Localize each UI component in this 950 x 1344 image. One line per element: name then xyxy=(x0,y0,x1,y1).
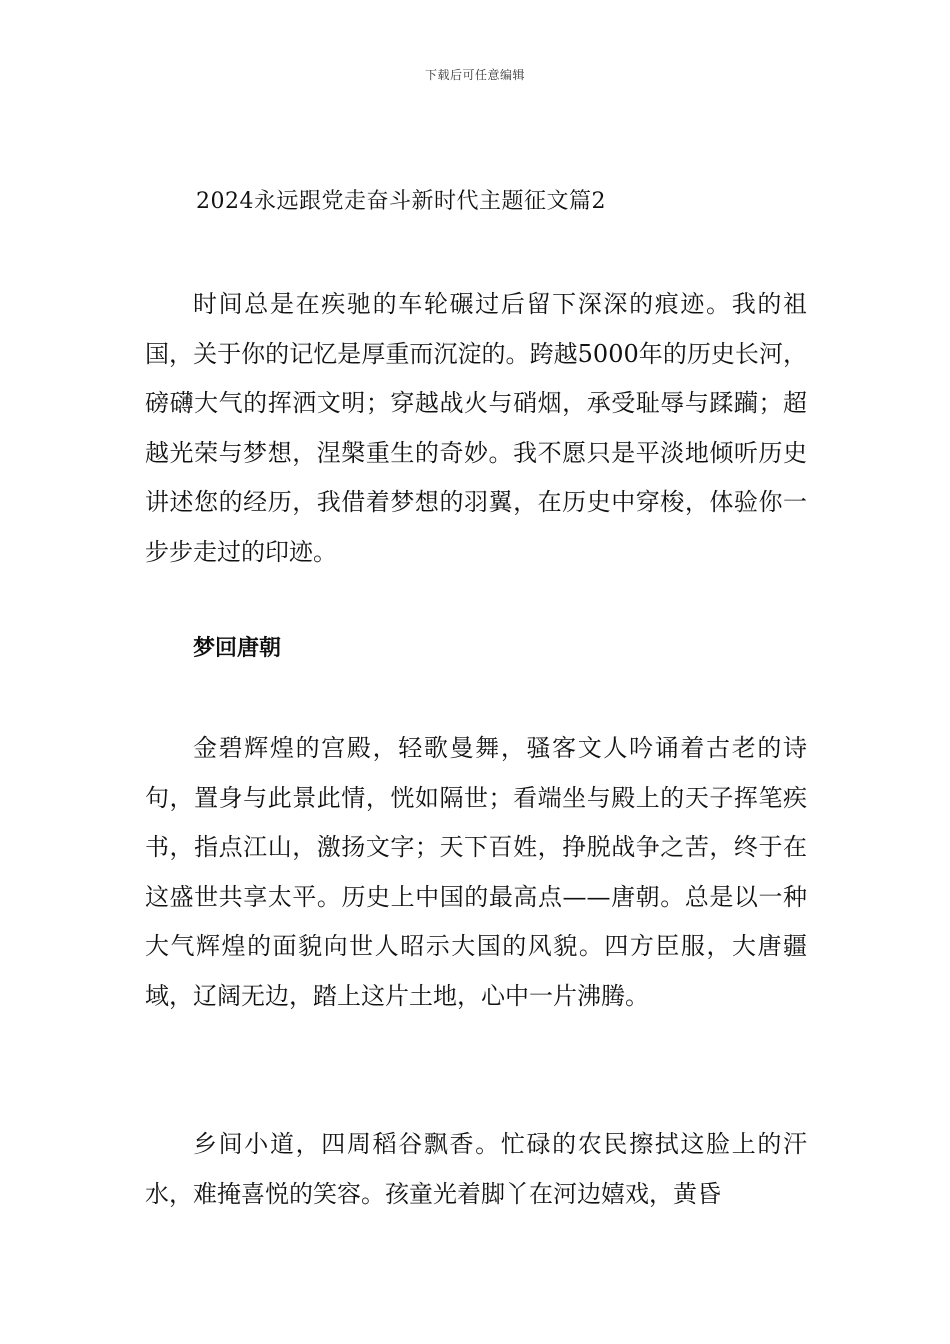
section-heading: 梦回唐朝 xyxy=(193,635,282,661)
paragraph-tang-palace: 金碧辉煌的宫殿，轻歌曼舞，骚客文人吟诵着古老的诗句，置身与此景此情，恍如隔世；看端坐与殿上的天子挥笔疾书，指点江山，激扬文字；天下百姓，挣脱战争之苦，终于在这盛世共享太平。历史上中国的最高点——唐朝。总是以一种大气辉煌的面貌向世人昭示大国的风貌。四方臣服，大唐疆域，辽阔无边，踏上这片土地，心中一片沸腾。 xyxy=(145,734,807,1010)
document-title: 2024永远跟党走奋斗新时代主题征文篇2 xyxy=(196,189,606,214)
paragraph-intro: 时间总是在疾驰的车轮碾过后留下深深的痕迹。我的祖国，关于你的记忆是厚重而沉淀的。跨越5000年的历史长河，磅礴大气的挥洒文明；穿越战火与硝烟，承受耻辱与蹂躏；超越光荣与梦想，涅槃重生的奇妙。我不愿只是平淡地倾听历史讲述您的经历，我借着梦想的羽翼，在历史中穿梭，体验你一步步走过的印迹。 xyxy=(145,290,807,566)
page-header-note: 下载后可任意编辑 xyxy=(424,68,525,82)
paragraph-countryside: 乡间小道，四周稻谷飘香。忙碌的农民擦拭这脸上的汗水，难掩喜悦的笑容。孩童光着脚丫在河边嬉戏，黄昏 xyxy=(145,1130,807,1208)
